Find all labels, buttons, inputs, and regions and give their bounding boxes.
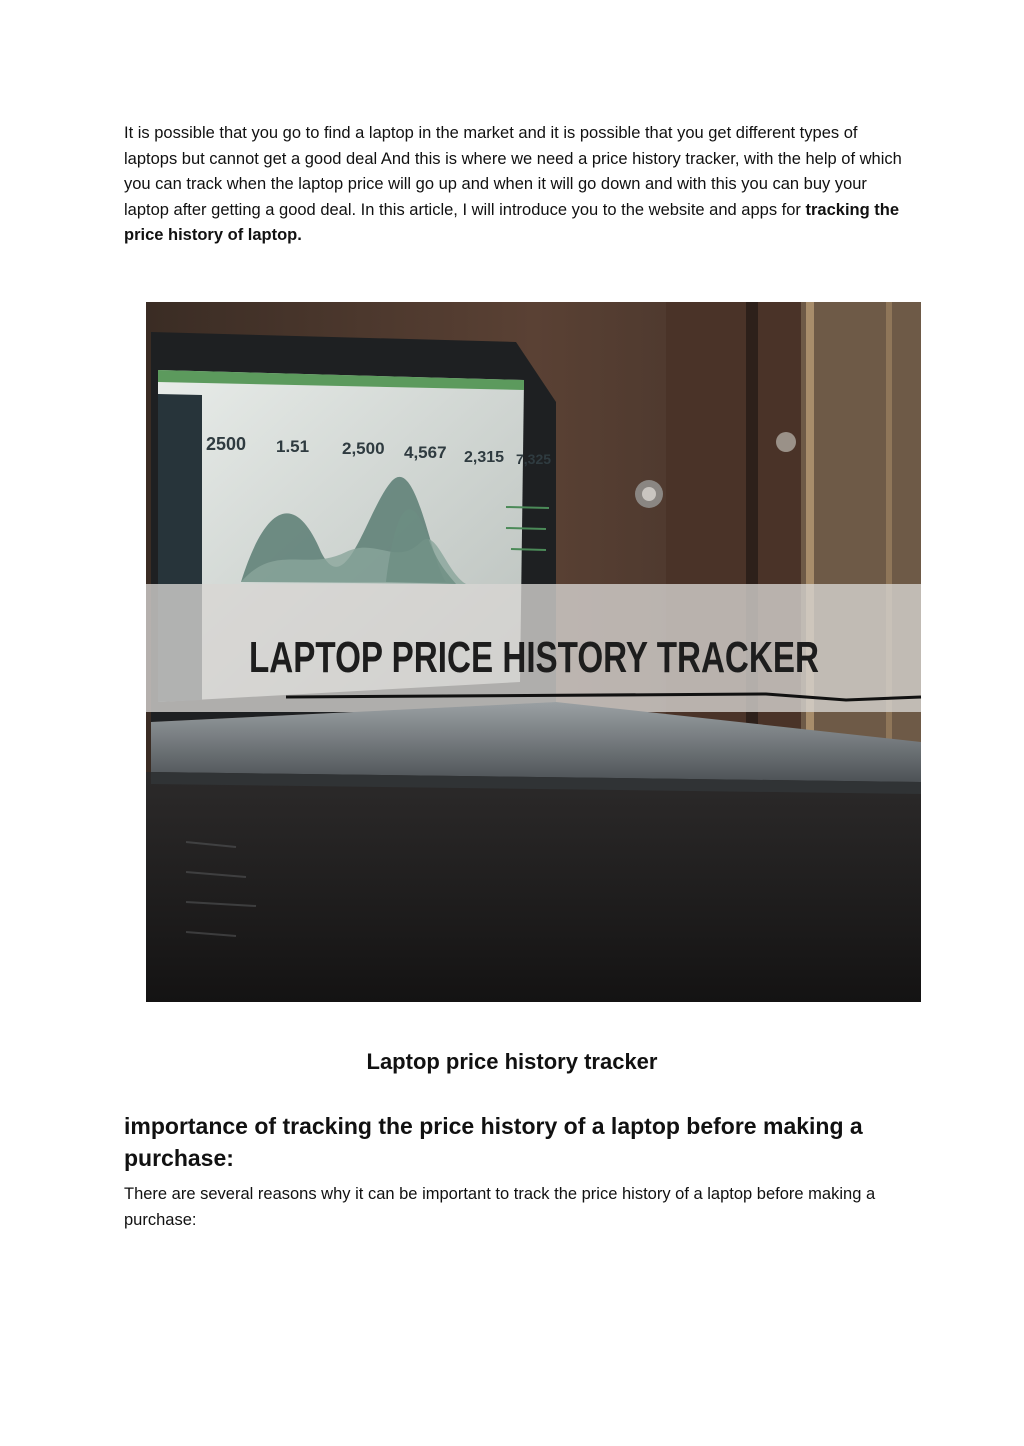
stat-value: 2,315 xyxy=(464,449,505,466)
intro-paragraph xyxy=(124,121,914,249)
section-heading: importance of tracking the price history of a laptop before making a purchase: xyxy=(124,1113,863,1171)
intro-text: It is possible that you go to find a laptop in the market and it is possible that you get different types of laptops but cannot get a good deal And this is where we need a price history tracker, with the help of which you can track when the laptop price will go up and when it will go down and with this you can buy your laptop after getting a good deal. In this article, I will introduce you to the website and apps for xyxy=(124,124,902,219)
stat-value: 1.51 xyxy=(276,437,310,456)
stat-value: 2,500 xyxy=(342,439,385,458)
hero-image xyxy=(146,302,921,1002)
image-caption: Laptop price history tracker xyxy=(366,1049,658,1074)
stat-value: 4,567 xyxy=(404,443,447,462)
section-body: There are several reasons why it can be important to track the price history of a laptop before making a purchase: xyxy=(124,1185,876,1229)
stat-value: 2500 xyxy=(206,434,247,454)
intro-bold-text: tracking the price history of laptop. xyxy=(124,200,900,244)
desk xyxy=(146,772,921,1002)
stat-value: 7,325 xyxy=(516,451,552,467)
banner-title: LAPTOP PRICE HISTORY TRACKER xyxy=(249,633,819,682)
